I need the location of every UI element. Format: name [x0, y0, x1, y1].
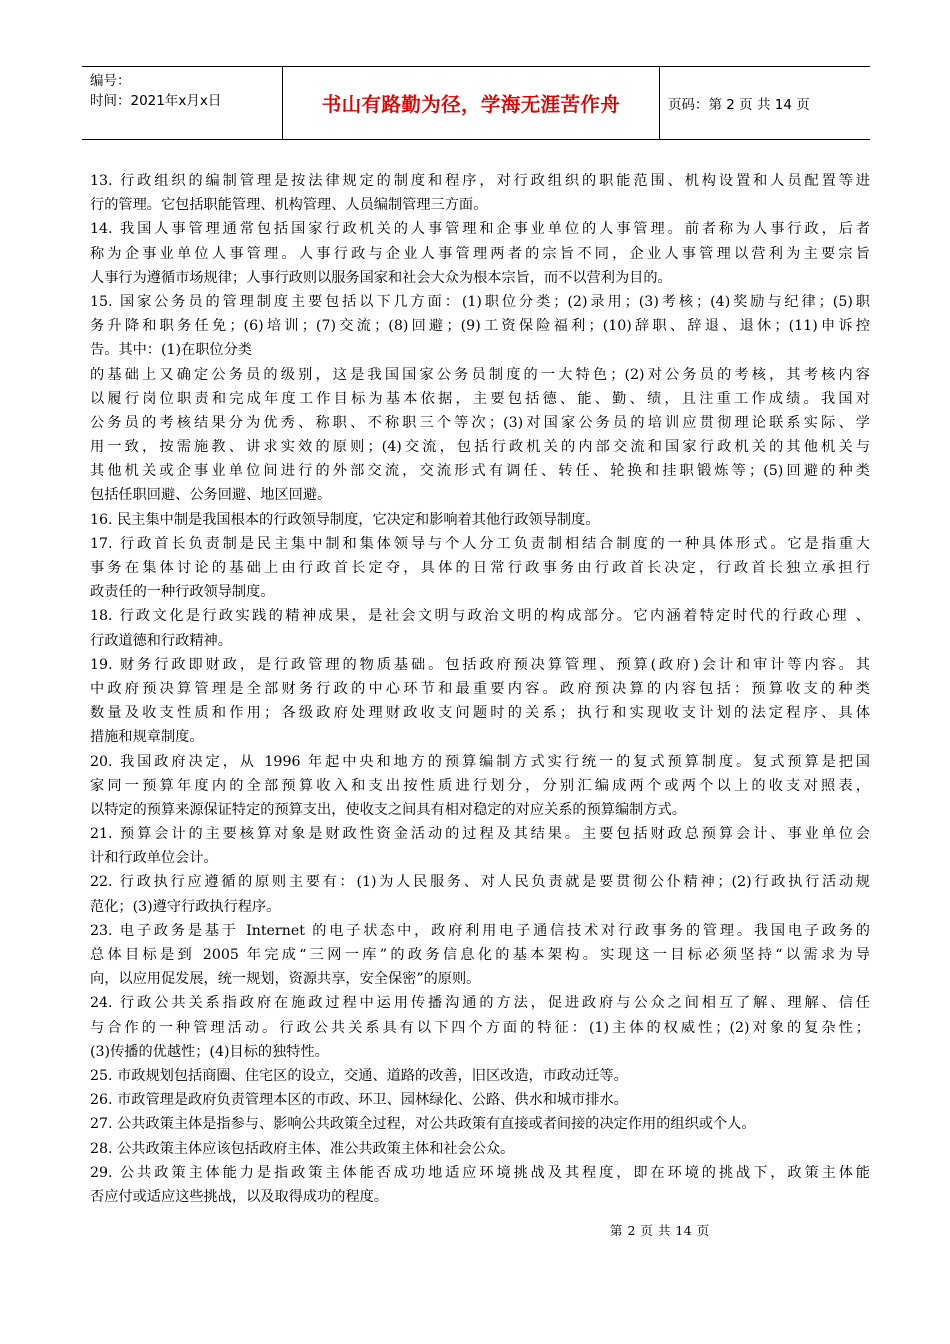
text-line: 向，以应用促发展，统一规划，资源共享，安全保密”的原则。 [90, 971, 481, 988]
text-line: 其他机关或企事业单位间进行的外部交流，交流形式有调任、转任、轮换和挂职锻炼等；(5)回避的种类 [90, 463, 870, 480]
text-line: 中政府预决算管理是全部财务行政的中心环节和最重要内容。政府预决算的内容包括：预算收支的种类 [90, 680, 870, 697]
header-info-cell [82, 67, 282, 139]
text-line: 家同一预算年度内的全部预算收入和支出按性质进行划分，分别汇编成两个或两个以上的收支对照表， [90, 777, 870, 794]
page-header [82, 66, 870, 140]
text-line: 计和行政单位会计。 [90, 850, 218, 867]
text-line: 18. 行政文化是行政实践的精神成果，是社会文明与政治文明的构成部分。它内涵着特定时代的行政心理 、 [90, 608, 870, 625]
text-line: 数量及收支性质和作用；各级政府处理财政收支问题时的关系；执行和实现收支计划的法定程序、具体 [90, 705, 870, 722]
text-line: 以履行岗位职责和完成年度工作目标为基本依据，主要包括德、能、勤、绩，且注重工作成绩。我国对 [90, 390, 870, 407]
text-line: 包括任职回避、公务回避、地区回避。 [90, 487, 332, 504]
text-line: 行的管理。它包括职能管理、机构管理、人员编制管理三方面。 [90, 197, 488, 214]
text-line: 用一致，按需施教、讲求实效的原则；(4)交流，包括行政机关的内部交流和国家行政机关的其他机关与 [90, 439, 870, 456]
text-line: 29. 公共政策主体能力是指政策主体能否成功地适应环境挑战及其程度，即在环境的挑战下，政策主体能 [90, 1164, 870, 1181]
document-time-label: 时间：2021年x月x日 [90, 93, 222, 109]
text-line: 14. 我国人事管理通常包括国家行政机关的人事管理和企事业单位的人事管理。前者称为人事行政，后者 [90, 221, 870, 238]
text-line: 的基础上又确定公务员的级别，这是我国国家公务员制度的一大特色；(2)对公务员的考核，其考核内容 [90, 366, 870, 383]
header-page-info: 页码：第 2 页 共 14 页 [668, 97, 810, 113]
text-line: (3)传播的优越性；(4)目标的独特性。 [90, 1043, 329, 1060]
text-line: 告。其中：(1)在职位分类 [90, 342, 252, 359]
text-line: 行政道德和行政精神。 [90, 632, 232, 649]
text-line: 21. 预算会计的主要核算对象是财政性资金活动的过程及其结果。主要包括财政总预算会计、事业单位会 [90, 826, 870, 843]
text-line: 23. 电子政务是基于 Internet 的电子状态中，政府利用电子通信技术对行政事务的管理。我国电子政务的 [90, 922, 870, 939]
text-line: 范化；(3)遵守行政执行程序。 [90, 898, 281, 915]
text-line: 20. 我国政府决定，从 1996 年起中央和地方的预算编制方式实行统一的复式预算制度。复式预算是把国 [90, 753, 870, 770]
text-line: 25. 市政规划包括商圈、住宅区的设立，交通、道路的改善，旧区改造，市政动迁等。 [90, 1067, 628, 1084]
text-line: 26. 市政管理是政府负责管理本区的市政、环卫、园林绿化、公路、供水和城市排水。 [90, 1092, 628, 1109]
header-motto: 书山有路勤为径，学海无涯苦作舟 [282, 67, 660, 139]
text-line: 事务在集体讨论的基础上由行政首长定夺，具体的日常行政事务由行政首长决定，行政首长独立承担行 [90, 560, 870, 576]
text-line: 以特定的预算来源保证特定的预算支出，使收支之间具有相对稳定的对应关系的预算编制方式。 [90, 801, 686, 818]
text-line: 17. 行政首长负责制是民主集中制和集体领导与个人分工负责制相结合制度的一种具体形式。它是指重大 [90, 535, 870, 552]
document-number-label: 编号： [90, 73, 131, 89]
document-body [90, 169, 870, 1209]
text-line: 27. 公共政策主体是指参与、影响公共政策全过程，对公共政策有直接或者间接的决定作用的组织或个人。 [90, 1116, 756, 1133]
text-line: 措施和规章制度。 [90, 729, 204, 746]
text-line: 政责任的一种行政领导制度。 [90, 584, 275, 601]
text-line: 24. 行政公共关系指政府在施政过程中运用传播沟通的方法，促进政府与公众之间相互了解、理解、信任 [90, 995, 870, 1012]
text-line: 公务员的考核结果分为优秀、称职、不称职三个等次；(3)对国家公务员的培训应贯彻理论联系实际、学 [90, 414, 870, 431]
text-line: 16. 民主集中制是我国根本的行政领导制度，它决定和影响着其他行政领导制度。 [90, 511, 600, 528]
text-line: 13. 行政组织的编制管理是按法律规定的制度和程序，对行政组织的职能范围、机构设置和人员配置等进 [90, 173, 870, 189]
text-line: 否应付或适应这些挑战，以及取得成功的程度。 [90, 1188, 388, 1205]
text-line: 总体目标是到 2005 年完成“三网一库”的政务信息化的基本架构。实现这一目标必须坚持“以需求为导 [90, 947, 870, 963]
text-line: 28. 公共政策主体应该包括政府主体、准公共政策主体和社会公众。 [90, 1140, 515, 1157]
text-line: 称为企事业单位人事管理。人事行政与企业人事管理两者的宗旨不同，企业人事管理以营利为主要宗旨 [90, 245, 870, 262]
text-line: 15. 国家公务员的管理制度主要包括以下几方面：(1)职位分类；(2)录用；(3)考核；(4)奖励与纪律；(5)职 [90, 293, 870, 310]
page-footer-number: 第 2 页 共 14 页 [610, 1223, 710, 1238]
text-line: 22. 行政执行应遵循的原则主要有：(1)为人民服务、对人民负责就是要贯彻公仆精神；(2)行政执行活动规 [90, 874, 870, 891]
text-line: 19. 财务行政即财政，是行政管理的物质基础。包括政府预决算管理、预算(政府)会计和审计等内容。其 [90, 656, 870, 673]
text-line: 与合作的一种管理活动。行政公共关系具有以下四个方面的特征：(1)主体的权威性；(2)对象的复杂性； [90, 1019, 870, 1036]
text-line: 人事行为遵循市场规律；人事行政则以服务国家和社会大众为根本宗旨，而不以营利为目的。 [90, 269, 672, 286]
text-line: 务升降和职务任免；(6)培训；(7)交流；(8)回避；(9)工资保险福利；(10)辞职、辞退、退休；(11)申诉控 [90, 318, 870, 335]
